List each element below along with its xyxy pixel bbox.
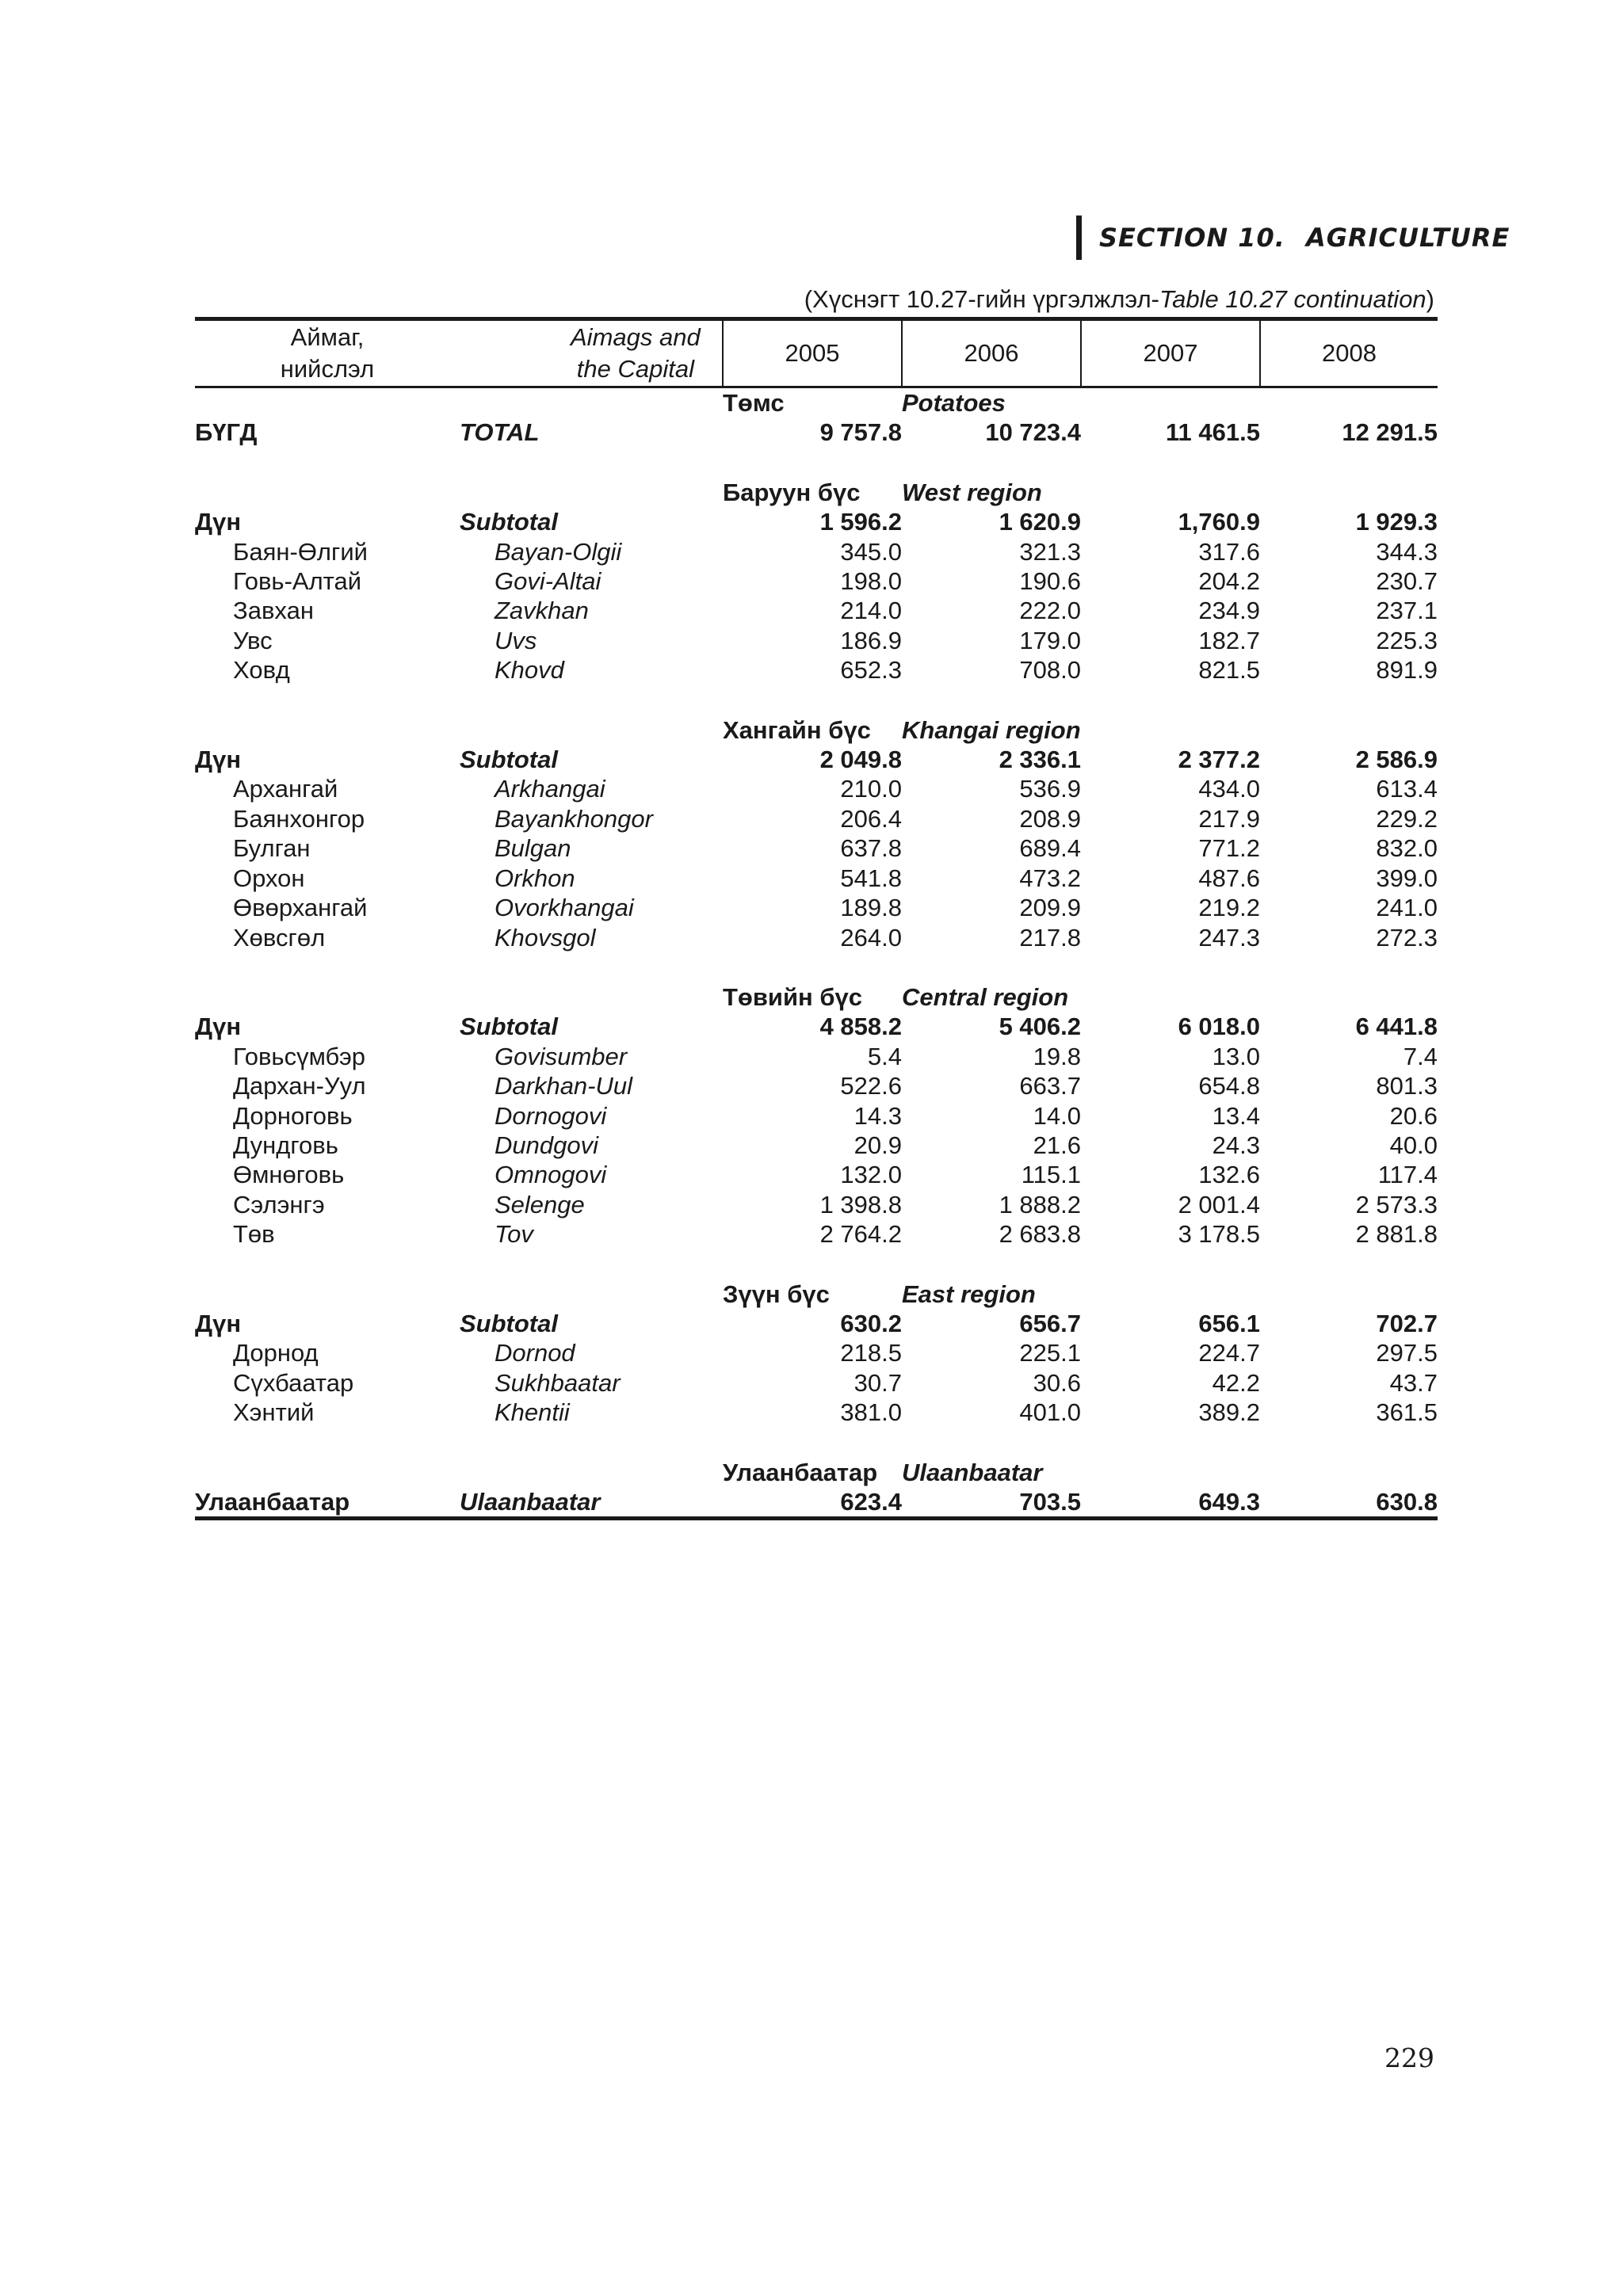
potatoes-label-row: [195, 387, 1438, 418]
value-2007: 317.6: [1198, 537, 1260, 566]
aimag-name-en: Khovsgol: [495, 923, 596, 952]
value-2007: 389.2: [1198, 1398, 1260, 1427]
aimag-name-mn: Завхан: [233, 597, 314, 625]
header-aimag-mn: Аймаг, нийслэл: [195, 319, 460, 387]
value-2005: 14.3: [854, 1101, 902, 1130]
subtotal-label-en: Subtotal: [460, 1013, 558, 1041]
region-header-row: [195, 478, 1438, 507]
capital-2006: 703.5: [902, 1487, 1081, 1519]
section-label: SECTION: [1099, 223, 1229, 253]
value-2006: 663.7: [1019, 1072, 1081, 1100]
aimag-name-mn: Баянхонгор: [233, 804, 365, 833]
header-year-2005: 2005: [723, 319, 902, 387]
value-2008: 344.3: [1376, 537, 1438, 566]
table-row: [195, 864, 1438, 893]
aimag-name-en: Khovd: [495, 656, 564, 685]
value-2005: 132.0: [840, 1161, 902, 1189]
value-2008: 2 881.8: [1355, 1220, 1438, 1249]
section-title: [1099, 223, 1510, 253]
table-row: [195, 774, 1438, 803]
caption-en: Table 10.27 continuation: [1159, 285, 1426, 313]
capital-label-en: Ulaanbaatar: [902, 1458, 1043, 1486]
value-2008: 20.6: [1389, 1101, 1438, 1130]
potatoes-label-mn: Төмс: [723, 389, 785, 417]
region-label-en: East region: [902, 1280, 1036, 1308]
table-row: [195, 893, 1438, 922]
value-2008: 43.7: [1389, 1368, 1438, 1397]
aimag-name-mn: Хэнтий: [233, 1398, 315, 1427]
spacer-row: [195, 1249, 1438, 1280]
value-2007: 224.7: [1198, 1339, 1260, 1367]
value-2007: 182.7: [1198, 626, 1260, 654]
value-2008: 832.0: [1376, 834, 1438, 863]
aimag-name-en: Orkhon: [495, 864, 575, 892]
table-row: [195, 537, 1438, 566]
table-row: [195, 1042, 1438, 1071]
value-2007: 13.4: [1212, 1101, 1260, 1130]
region-label-mn: Зүүн бүс: [723, 1280, 830, 1308]
value-2005: 210.0: [840, 775, 902, 803]
table-row: [195, 566, 1438, 596]
region-label-en: West region: [902, 478, 1042, 506]
table-row: [195, 1101, 1438, 1131]
table-caption: [804, 285, 1434, 314]
aimag-name-mn: Өвөрхангай: [233, 894, 368, 922]
section-header: [1076, 215, 1510, 260]
aimag-name-mn: Сэлэнгэ: [233, 1190, 325, 1219]
aimag-name-en: Dundgovi: [495, 1131, 598, 1159]
aimag-name-mn: Өмнөговь: [233, 1161, 345, 1189]
subtotal-2006: 656.7: [1019, 1309, 1081, 1337]
subtotal-2008: 702.7: [1376, 1309, 1438, 1337]
header-year-2008: 2008: [1260, 319, 1438, 387]
value-2008: 2 573.3: [1355, 1190, 1438, 1219]
value-2007: 3 178.5: [1178, 1220, 1260, 1249]
aimag-name-en: Ovorkhangai: [495, 894, 634, 922]
value-2007: 234.9: [1198, 597, 1260, 625]
total-2007: 11 461.5: [1166, 418, 1260, 447]
aimag-name-en: Bulgan: [495, 834, 571, 863]
value-2008: 272.3: [1376, 923, 1438, 952]
value-2006: 21.6: [1033, 1131, 1081, 1159]
value-2007: 13.0: [1212, 1042, 1260, 1070]
value-2007: 247.3: [1198, 923, 1260, 952]
value-2006: 179.0: [1019, 626, 1081, 654]
value-2007: 821.5: [1198, 656, 1260, 685]
spacer-row: [195, 952, 1438, 982]
value-2008: 241.0: [1376, 894, 1438, 922]
value-2008: 297.5: [1376, 1339, 1438, 1367]
table-row: [195, 655, 1438, 685]
table-row: [195, 804, 1438, 833]
value-2007: 2 001.4: [1178, 1190, 1260, 1219]
subtotal-2008: 1 929.3: [1355, 508, 1438, 536]
subtotal-label-mn: Дүн: [195, 1013, 242, 1041]
table-header-row: [195, 319, 1438, 387]
subtotal-2007: 6 018.0: [1178, 1013, 1260, 1041]
value-2008: 399.0: [1376, 864, 1438, 892]
capital-name-mn: Улаанбаатар: [195, 1487, 460, 1519]
region-label-en: Central region: [902, 982, 1069, 1011]
subtotal-2007: 656.1: [1198, 1309, 1260, 1337]
subtotal-row: [195, 507, 1438, 536]
page-number: 229: [1384, 2042, 1434, 2073]
aimag-name-en: Khentii: [495, 1398, 570, 1427]
value-2008: 117.4: [1377, 1161, 1438, 1189]
value-2005: 264.0: [840, 923, 902, 952]
subtotal-row: [195, 1012, 1438, 1041]
value-2006: 321.3: [1019, 537, 1081, 566]
value-2006: 208.9: [1019, 804, 1081, 833]
table-row: [195, 1398, 1438, 1427]
aimag-name-en: Govisumber: [495, 1042, 628, 1070]
value-2006: 14.0: [1033, 1101, 1081, 1130]
capital-2008: 630.8: [1260, 1487, 1438, 1519]
value-2006: 2 683.8: [999, 1220, 1081, 1249]
value-2005: 345.0: [840, 537, 902, 566]
value-2005: 5.4: [867, 1042, 902, 1070]
aimag-name-en: Arkhangai: [495, 775, 605, 803]
subtotal-2006: 5 406.2: [999, 1013, 1081, 1041]
subtotal-2006: 2 336.1: [999, 746, 1081, 774]
total-label-mn: БҮГД: [195, 418, 258, 447]
aimag-name-mn: Орхон: [233, 864, 305, 892]
value-2006: 209.9: [1019, 894, 1081, 922]
header-year-2006: 2006: [902, 319, 1081, 387]
value-2005: 30.7: [854, 1368, 902, 1397]
aimag-name-mn: Дархан-Уул: [233, 1072, 366, 1100]
aimag-name-en: Zavkhan: [495, 597, 589, 625]
value-2005: 218.5: [840, 1339, 902, 1367]
header-aimag-en: Aimags and the Capital: [460, 319, 723, 387]
capital-name-en: Ulaanbaatar: [460, 1487, 723, 1519]
value-2006: 473.2: [1019, 864, 1081, 892]
total-2008: 12 291.5: [1342, 418, 1438, 447]
aimag-name-en: Uvs: [495, 626, 537, 654]
section-bar: [1076, 215, 1082, 260]
value-2008: 801.3: [1376, 1072, 1438, 1100]
aimag-name-mn: Дундговь: [233, 1131, 338, 1159]
capital-2005: 623.4: [723, 1487, 902, 1519]
aimag-name-en: Bayan-Olgii: [495, 537, 622, 566]
value-2005: 189.8: [840, 894, 902, 922]
aimag-name-mn: Хөвсгөл: [233, 923, 326, 952]
value-2007: 487.6: [1198, 864, 1260, 892]
value-2005: 637.8: [840, 834, 902, 863]
table-row: [195, 833, 1438, 863]
value-2008: 225.3: [1376, 626, 1438, 654]
aimag-name-en: Bayankhongor: [495, 804, 653, 833]
value-2005: 522.6: [840, 1072, 902, 1100]
value-2005: 20.9: [854, 1131, 902, 1159]
section-name: AGRICULTURE: [1305, 223, 1510, 253]
value-2006: 19.8: [1033, 1042, 1081, 1070]
subtotal-2005: 4 858.2: [819, 1013, 902, 1041]
total-2006: 10 723.4: [985, 418, 1081, 447]
subtotal-label-en: Subtotal: [460, 508, 558, 536]
value-2008: 891.9: [1376, 656, 1438, 685]
table-row: [195, 1131, 1438, 1160]
spacer-row: [195, 685, 1438, 715]
aimag-name-mn: Дорнод: [233, 1339, 319, 1367]
value-2006: 222.0: [1019, 597, 1081, 625]
value-2006: 217.8: [1019, 923, 1081, 952]
aimag-name-mn: Ховд: [233, 656, 290, 685]
subtotal-2006: 1 620.9: [999, 508, 1081, 536]
aimag-name-mn: Дорноговь: [233, 1101, 353, 1130]
value-2007: 132.6: [1198, 1161, 1260, 1189]
spacer-row: [195, 448, 1438, 478]
region-label-mn: Төвийн бүс: [723, 982, 863, 1011]
aimag-name-mn: Увс: [233, 626, 273, 654]
value-2005: 198.0: [840, 567, 902, 596]
subtotal-2008: 2 586.9: [1355, 746, 1438, 774]
table-row: [195, 1219, 1438, 1249]
value-2006: 708.0: [1019, 656, 1081, 685]
value-2007: 24.3: [1212, 1131, 1260, 1159]
aimag-name-en: Selenge: [495, 1190, 585, 1219]
capital-2007: 649.3: [1081, 1487, 1260, 1519]
aimag-name-en: Darkhan-Uul: [495, 1072, 633, 1100]
aimag-name-mn: Говь-Алтай: [233, 567, 362, 596]
subtotal-2008: 6 441.8: [1355, 1013, 1438, 1041]
value-2006: 536.9: [1019, 775, 1081, 803]
section-number: 10.: [1238, 223, 1285, 253]
subtotal-label-mn: Дүн: [195, 508, 242, 536]
subtotal-2007: 2 377.2: [1178, 746, 1260, 774]
aimag-name-mn: Баян-Өлгий: [233, 537, 368, 566]
value-2007: 434.0: [1198, 775, 1260, 803]
table-body: [195, 387, 1438, 1519]
aimag-name-en: Tov: [495, 1220, 533, 1249]
aimag-name-en: Dornod: [495, 1339, 575, 1367]
aimag-name-en: Govi-Altai: [495, 567, 601, 596]
total-label-en: TOTAL: [460, 418, 540, 447]
aimag-name-mn: Булган: [233, 834, 311, 863]
table-row: [195, 923, 1438, 952]
capital-header-row: [195, 1458, 1438, 1487]
subtotal-2007: 1,760.9: [1178, 508, 1260, 536]
potatoes-table: [195, 317, 1438, 1520]
subtotal-label-en: Subtotal: [460, 746, 558, 774]
value-2007: 42.2: [1212, 1368, 1260, 1397]
value-2006: 190.6: [1019, 567, 1081, 596]
value-2008: 7.4: [1403, 1042, 1438, 1070]
value-2005: 186.9: [840, 626, 902, 654]
table-row: [195, 1071, 1438, 1100]
table-row: [195, 1368, 1438, 1398]
subtotal-label-en: Subtotal: [460, 1309, 558, 1337]
subtotal-label-mn: Дүн: [195, 1309, 242, 1337]
aimag-name-en: Sukhbaatar: [495, 1368, 621, 1397]
value-2006: 689.4: [1019, 834, 1081, 863]
table-row: [195, 1338, 1438, 1367]
value-2006: 30.6: [1033, 1368, 1081, 1397]
value-2005: 381.0: [840, 1398, 902, 1427]
table-row: [195, 626, 1438, 655]
subtotal-2005: 2 049.8: [819, 746, 902, 774]
region-header-row: [195, 1280, 1438, 1309]
value-2006: 1 888.2: [999, 1190, 1081, 1219]
capital-label-mn: Улаанбаатар: [723, 1458, 878, 1486]
header-year-2007: 2007: [1081, 319, 1260, 387]
value-2005: 652.3: [840, 656, 902, 685]
value-2005: 2 764.2: [819, 1220, 902, 1249]
region-label-mn: Хангайн бүс: [723, 715, 871, 744]
aimag-name-en: Dornogovi: [495, 1101, 607, 1130]
value-2008: 237.1: [1376, 597, 1438, 625]
value-2005: 1 398.8: [819, 1190, 902, 1219]
subtotal-2005: 630.2: [840, 1309, 902, 1337]
spacer-row: [195, 1428, 1438, 1458]
table-row: [195, 1160, 1438, 1189]
total-2005: 9 757.8: [819, 418, 902, 447]
subtotal-row: [195, 745, 1438, 774]
aimag-name-mn: Сүхбаатар: [233, 1368, 354, 1397]
region-label-mn: Баруун бүс: [723, 478, 861, 506]
subtotal-2005: 1 596.2: [819, 508, 902, 536]
potatoes-label-en: Potatoes: [902, 389, 1006, 417]
total-row: [195, 418, 1438, 447]
aimag-name-mn: Архангай: [233, 775, 338, 803]
region-label-en: Khangai region: [902, 715, 1081, 744]
value-2005: 541.8: [840, 864, 902, 892]
value-2007: 771.2: [1198, 834, 1260, 863]
value-2005: 214.0: [840, 597, 902, 625]
value-2007: 204.2: [1198, 567, 1260, 596]
value-2008: 229.2: [1376, 804, 1438, 833]
value-2007: 219.2: [1198, 894, 1260, 922]
value-2006: 115.1: [1021, 1161, 1081, 1189]
table-row: [195, 1190, 1438, 1219]
aimag-name-mn: Төв: [233, 1220, 275, 1249]
subtotal-label-mn: Дүн: [195, 746, 242, 774]
value-2008: 613.4: [1376, 775, 1438, 803]
value-2008: 361.5: [1376, 1398, 1438, 1427]
value-2007: 217.9: [1198, 804, 1260, 833]
table-row: [195, 596, 1438, 625]
caption-close: ): [1426, 285, 1434, 313]
region-header-row: [195, 982, 1438, 1012]
value-2006: 225.1: [1019, 1339, 1081, 1367]
caption-mn: (Хүснэгт 10.27-гийн үргэлжлэл-: [804, 285, 1159, 313]
aimag-name-en: Omnogovi: [495, 1161, 607, 1189]
value-2007: 654.8: [1198, 1072, 1260, 1100]
aimag-name-mn: Говьсүмбэр: [233, 1042, 366, 1070]
value-2008: 230.7: [1376, 567, 1438, 596]
value-2006: 401.0: [1019, 1398, 1081, 1427]
subtotal-row: [195, 1309, 1438, 1338]
capital-row: [195, 1487, 1438, 1519]
value-2005: 206.4: [840, 804, 902, 833]
region-header-row: [195, 715, 1438, 745]
value-2008: 40.0: [1389, 1131, 1438, 1159]
